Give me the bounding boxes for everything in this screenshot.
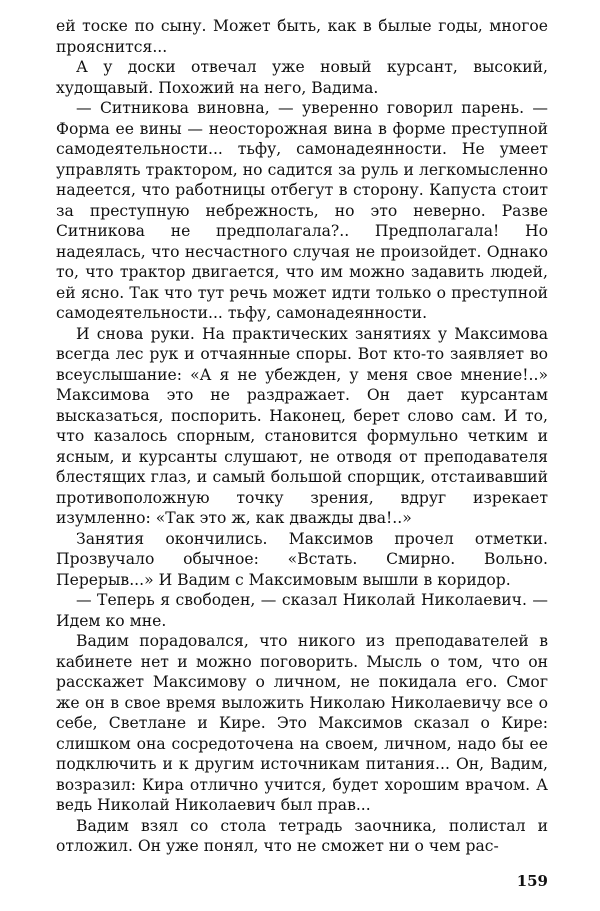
book-page-text (56, 16, 548, 857)
paragraph: Занятия окончились. Максимов прочел отметки. Прозвучало обычное: «Встать. Смирно. Вольно. Перерыв...» И Вадим с Максимовым вышли в коридор. (56, 529, 548, 589)
paragraph: Вадим порадовался, что никого из преподавателей в кабинете нет и можно поговорить. Мысль о том, что он расскажет Максимову о личном, не покидала его. Смог же он в свое время выложить Николаю Николаевичу все о себе, Светлане и Кире. Это Максимов сказал о Кире: слишком она сосредоточена на своем, личном, надо бы ее подключить и к другим источникам питания... Он, Вадим, возразил: Кира отлично учится, будет хорошим врачом. А ведь Николай Николаевич был прав... (56, 632, 548, 814)
paragraph: — Ситникова виновна, — уверенно говорил парень. — Форма ее вины — неосторожная вина в форме преступной самодеятельности... тьфу, самонадеянности. Не умеет управлять трактором, но садится за руль и легкомысленно надеется, что работницы отбегут в сторону. Капуста стоит за преступную небрежность, но это неверно. Разве Ситникова не предполагала?.. Предполагала! Но надеялась, что несчастного случая не произойдет. Однако то, что трактор двигается, что им можно задавить людей, ей ясно. Так что тут речь может идти только о преступной самодеятельности... тьфу, самонадеянности. (56, 99, 548, 322)
paragraph: — Теперь я свободен, — сказал Николай Николаевич. — Идем ко мне. (56, 591, 548, 630)
page-number: 159 (516, 872, 548, 890)
paragraph: Вадим взял со стола тетрадь заочника, полистал и отложил. Он уже понял, что не сможет ни о чем рас- (56, 816, 548, 855)
paragraph-continuation: ей тоске по сыну. Может быть, как в былые годы, многое прояснится... (56, 17, 548, 56)
paragraph: А у доски отвечал уже новый курсант, высокий, худощавый. Похожий на него, Вадима. (56, 58, 548, 97)
paragraph: И снова руки. На практических занятиях у Максимова всегда лес рук и отчаянные споры. Вот кто-то заявляет во всеуслышание: «А я не убежден, у меня свое мнение!..» Максимова это не раздражает. Он дает курсантам высказаться, поспорить. Наконец, берет слово сам. И то, что казалось спорным, становится формульно четким и ясным, и курсанты слушают, не отводя от преподавателя блестящих глаз, и самый большой спорщик, отстаивавший противоположную точку зрения, вдруг изрекает изумленно: «Так это ж, как дважды два!..» (56, 324, 548, 527)
